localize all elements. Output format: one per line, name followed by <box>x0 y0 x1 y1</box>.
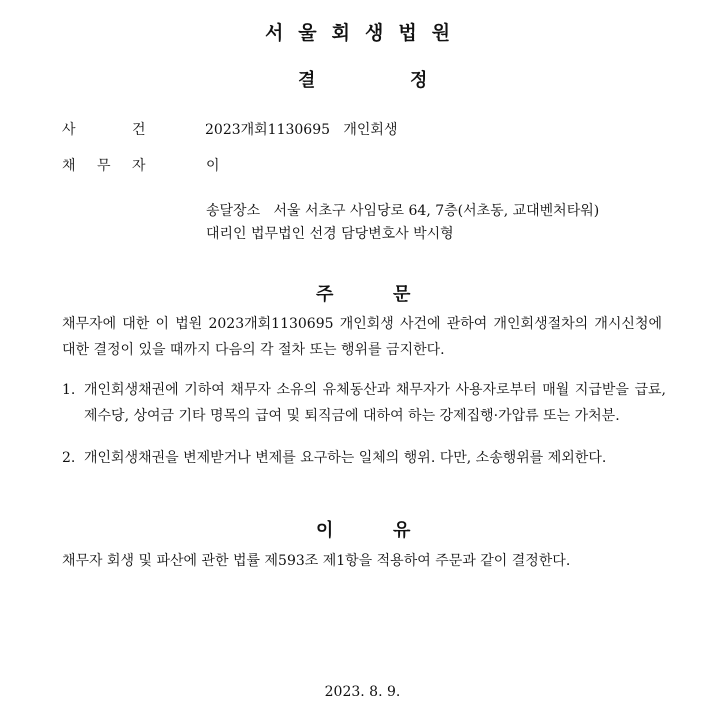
court-name: 서울회생법원 <box>264 22 466 44</box>
case-number: 2023개회1130695 개인회생 <box>205 122 398 138</box>
debtor-label-char-1: 채 <box>62 158 76 174</box>
order-item-2 <box>62 445 666 471</box>
decision-title-left: 결 <box>298 70 316 91</box>
order-title-right: 문 <box>393 284 411 305</box>
order-title-left: 주 <box>316 284 334 305</box>
debtor-address: 송달장소 서울 서초구 사임당로 64, 7층(서초동, 교대벤처타워) <box>206 203 600 219</box>
debtor-name: 이 <box>206 158 220 174</box>
decision-title-right: 정 <box>410 70 428 91</box>
case-label-char-1: 사 <box>62 122 76 138</box>
reason-title-left: 이 <box>316 520 334 541</box>
debtor-label-char-2: 무 <box>97 158 111 174</box>
case-label-char-2: 건 <box>132 122 146 138</box>
reason-title-right: 유 <box>393 520 411 541</box>
order-item-number: 2. <box>62 450 76 466</box>
order-intro: 채무자에 대한 이 법원 2023개회1130695 개인회생 사건에 관하여 개인회생절차의 개시신청에 대한 결정이 있을 때까지 다음의 각 절차 또는 행위를 금지한다. <box>62 316 662 358</box>
decision-date: 2023. 8. 9. <box>324 684 401 700</box>
order-item-number: 1. <box>62 382 76 398</box>
debtor-label-char-3: 자 <box>132 158 146 174</box>
reason-text: 채무자 회생 및 파산에 관한 법률 제593조 제1항을 적용하여 주문과 같이 결정한다. <box>62 553 571 569</box>
order-item-text: 개인회생채권에 기하여 채무자 소유의 유체동산과 채무자가 사용자로부터 매월 지급받을 급료, 제수당, 상여금 기타 명목의 급여 및 퇴직금에 대하여 하는 강제집행·가압류 또는 가처분. <box>84 382 666 424</box>
debtor-agent: 대리인 법무법인 선경 담당변호사 박시형 <box>206 226 454 242</box>
order-item-text: 개인회생채권을 변제받거나 변제를 요구하는 일체의 행위. 다만, 소송행위를 제외한다. <box>84 450 607 466</box>
order-item-1 <box>62 377 666 429</box>
